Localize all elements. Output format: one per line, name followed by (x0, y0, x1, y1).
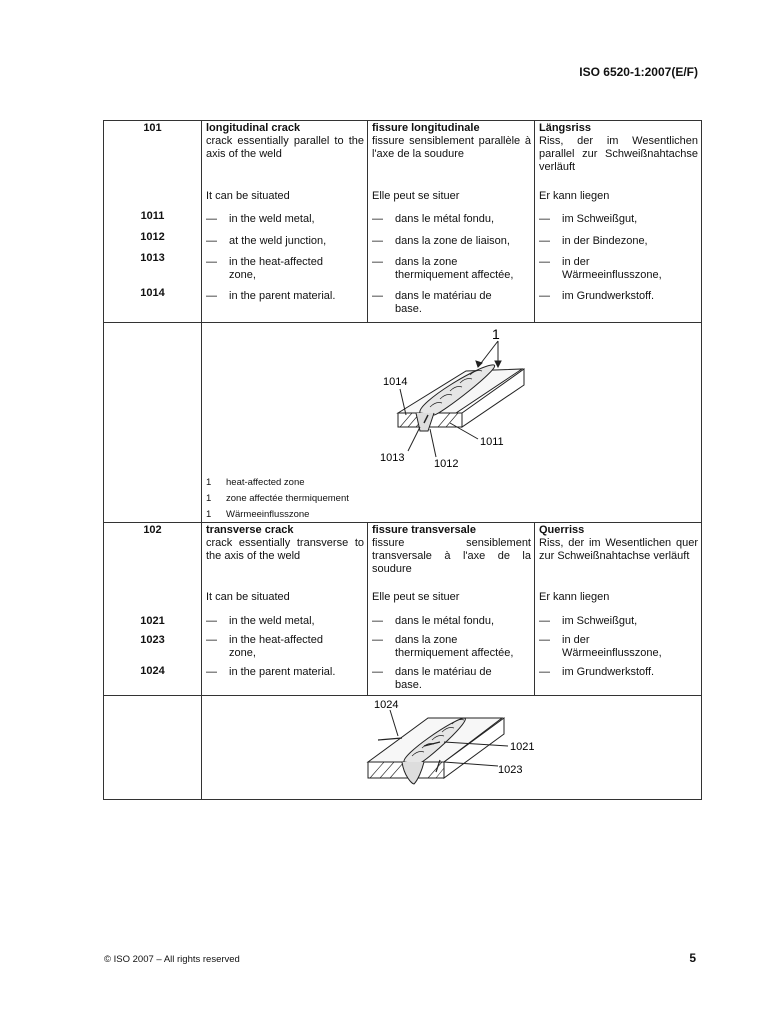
intro-text-fr: Elle peut se situer (372, 591, 460, 603)
intro-text-en: It can be situated (206, 190, 290, 202)
list-item: — im Schweißgut, (539, 213, 638, 225)
list-item: — in der Wärmeeinflusszone, (539, 634, 662, 659)
figure-label: 1014 (383, 376, 408, 388)
term-title-en: longitudinal crack (206, 122, 301, 134)
reference-code: 1013 (140, 252, 165, 264)
empty-code-cell (104, 696, 202, 800)
list-item: — in the parent material. (206, 666, 336, 678)
figure-cell-102 (202, 696, 702, 800)
code-column-101 (104, 121, 202, 323)
legend-item: 1 Wärmeeinflusszone (206, 509, 310, 520)
longitudinal-crack-figure (202, 323, 699, 473)
list-item: — dans le matériau de base. (372, 666, 492, 691)
term-title-de: Längsriss (539, 122, 591, 134)
reference-code: 101 (143, 122, 162, 134)
list-item: — dans le métal fondu, (372, 615, 495, 627)
figure-label: 1024 (374, 699, 399, 711)
legend-item: 1 heat-affected zone (206, 477, 305, 488)
figure-label: 1012 (434, 458, 459, 470)
german-column-102 (535, 523, 702, 696)
list-item: — dans le matériau de base. (372, 290, 492, 315)
list-item: — in the weld metal, (206, 213, 315, 225)
list-item: — in the parent material. (206, 290, 336, 302)
list-item: — im Schweißgut, (539, 615, 638, 627)
term-title-en: transverse crack (206, 524, 294, 536)
legend-item: 1 zone affectée thermiquement (206, 493, 349, 504)
section-102-figure-row (104, 696, 702, 800)
term-description-fr: fissure sensiblement parallèle à l'axe de la soudure (372, 135, 531, 160)
list-item: — dans la zone de liaison, (372, 235, 510, 247)
term-description-en: crack essentially parallel to the axis of the weld (206, 135, 364, 160)
reference-code: 1014 (140, 287, 165, 299)
list-item: — in the heat-affected zone, (206, 634, 323, 659)
term-description-de: Riss, der im Wesentlichen quer zur Schweißnahtachse verläuft (539, 537, 698, 562)
french-column-102 (368, 523, 535, 696)
list-item: — dans la zone thermiquement affectée, (372, 634, 514, 659)
german-column-101 (535, 121, 702, 323)
english-column-101 (202, 121, 368, 323)
reference-code: 1011 (140, 210, 165, 222)
section-102-row (104, 523, 702, 696)
reference-code: 1023 (140, 634, 165, 646)
term-title-fr: fissure transversale (372, 524, 476, 536)
reference-code: 1021 (140, 615, 165, 627)
code-column-102 (104, 523, 202, 696)
intro-text-de: Er kann liegen (539, 591, 610, 603)
section-101-figure-row (104, 323, 702, 523)
figure-label: 1011 (480, 436, 504, 448)
list-item: — in der Bindezone, (539, 235, 648, 247)
intro-text-en: It can be situated (206, 591, 290, 603)
list-item: — in der Wärmeeinflusszone, (539, 256, 662, 281)
term-title-de: Querriss (539, 524, 585, 536)
reference-code: 1024 (140, 665, 165, 677)
empty-code-cell (104, 323, 202, 523)
term-description-fr: fissure sensiblement transversale à l'axe de la soudure (372, 537, 531, 575)
term-description-en: crack essentially transverse to the axis of the weld (206, 537, 364, 562)
section-101-row (104, 121, 702, 323)
figure-cell-101 (202, 323, 702, 523)
intro-text-de: Er kann liegen (539, 190, 610, 202)
callout-label: 1 (492, 326, 500, 342)
term-description-de: Riss, der im Wesentlichen parallel zur Schweißnahtachse verläuft (539, 135, 698, 173)
list-item: — im Grundwerkstoff. (539, 666, 655, 678)
list-item: — dans la zone thermiquement affectée, (372, 256, 514, 281)
list-item: — dans le métal fondu, (372, 213, 495, 225)
page-number: 5 (689, 951, 696, 965)
weld-imperfection-table (103, 120, 702, 800)
reference-code: 102 (143, 524, 162, 536)
list-item: — im Grundwerkstoff. (539, 290, 655, 302)
figure-label: 1013 (380, 452, 405, 464)
figure-label: 1023 (498, 764, 523, 776)
transverse-crack-figure (202, 696, 699, 800)
reference-code: 1012 (140, 231, 165, 243)
figure-label: 1021 (510, 741, 535, 753)
intro-text-fr: Elle peut se situer (372, 190, 460, 202)
copyright-notice: © ISO 2007 – All rights reserved (104, 954, 240, 965)
document-header: ISO 6520-1:2007(E/F) (579, 65, 698, 79)
list-item: — in the weld metal, (206, 615, 315, 627)
term-title-fr: fissure longitudinale (372, 122, 480, 134)
english-column-102 (202, 523, 368, 696)
list-item: — in the heat-affected zone, (206, 256, 323, 281)
list-item: — at the weld junction, (206, 235, 327, 247)
french-column-101 (368, 121, 535, 323)
